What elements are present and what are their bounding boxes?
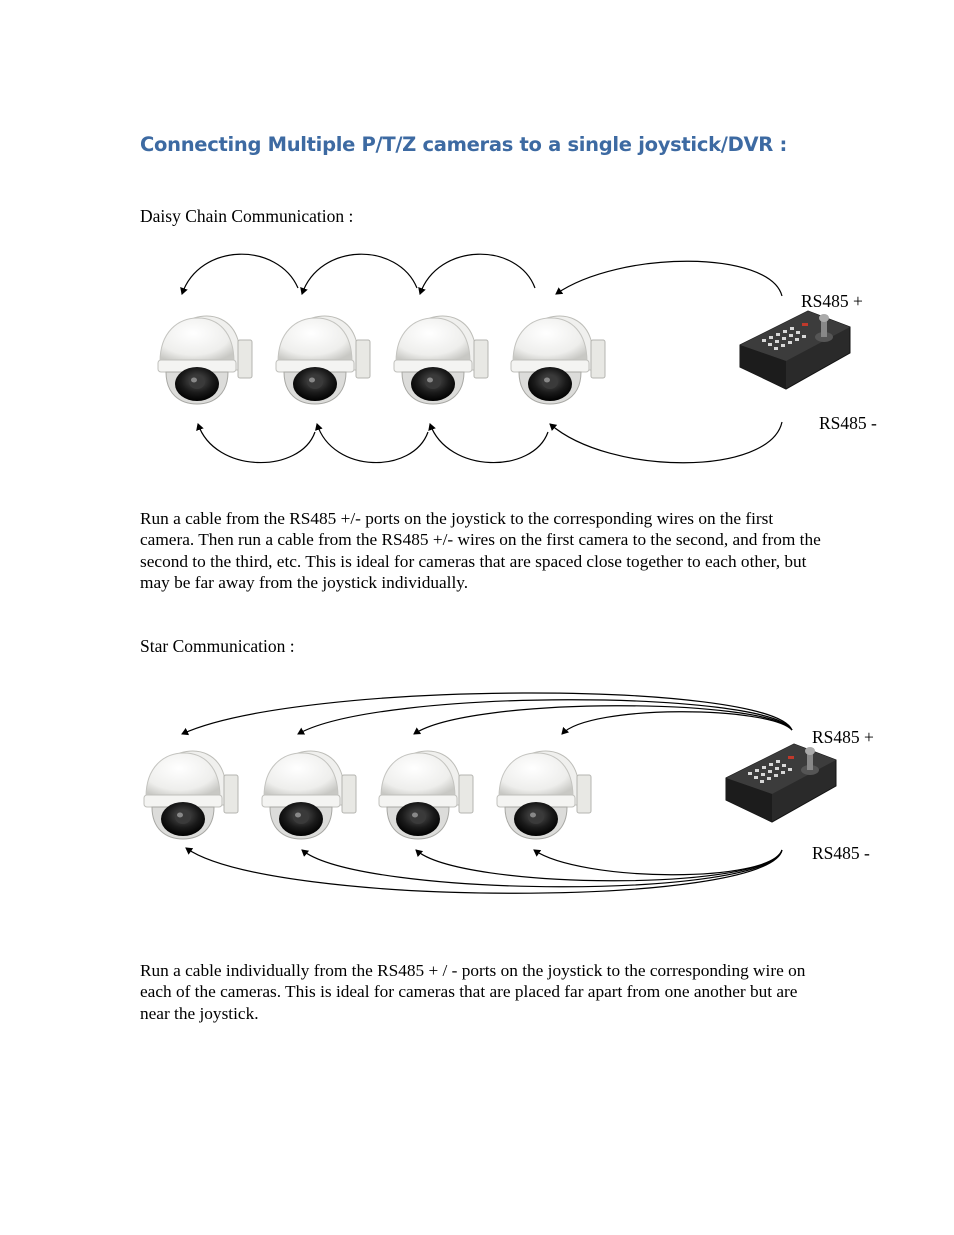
star-top-cables — [182, 693, 792, 734]
star-rs485-plus-label: RS485 + — [812, 727, 874, 747]
daisy-camera-4 — [511, 316, 605, 404]
star-camera-1 — [144, 751, 238, 839]
daisy-chain-heading: Daisy Chain Communication : — [140, 206, 354, 226]
daisy-bottom-cables — [198, 422, 782, 463]
daisy-rs485-plus-label: RS485 + — [801, 291, 863, 311]
star-description: Run a cable individually from the RS485 + / - ports on the joystick to the corresponding wire on each of the cameras. This is ideal for cameras that are placed far apart from one another but are near the joystick. — [140, 961, 806, 1023]
star-rs485-minus-label: RS485 - — [812, 843, 870, 863]
daisy-chain-description: Run a cable from the RS485 +/- ports on the joystick to the corresponding wires on the first camera. Then run a cable from the RS485 +/- wires on the first camera to the second, and from the second to the third, etc. This is ideal for cameras that are spaced close together to each other, but may be far away from the joystick individually. — [140, 509, 821, 592]
daisy-camera-1 — [158, 316, 252, 404]
daisy-joystick — [740, 311, 850, 389]
star-camera-4 — [497, 751, 591, 839]
daisy-rs485-minus-label: RS485 - — [819, 413, 877, 433]
star-camera-2 — [262, 751, 356, 839]
daisy-chain-diagram — [0, 245, 954, 475]
page-title: Connecting Multiple P/T/Z cameras to a single joystick/DVR : — [140, 133, 787, 156]
star-heading: Star Communication : — [140, 636, 295, 656]
star-diagram — [0, 680, 954, 910]
star-camera-3 — [379, 751, 473, 839]
daisy-top-cables — [182, 254, 782, 296]
daisy-camera-3 — [394, 316, 488, 404]
daisy-camera-2 — [276, 316, 370, 404]
star-joystick — [726, 744, 836, 822]
star-bottom-cables — [186, 848, 782, 893]
